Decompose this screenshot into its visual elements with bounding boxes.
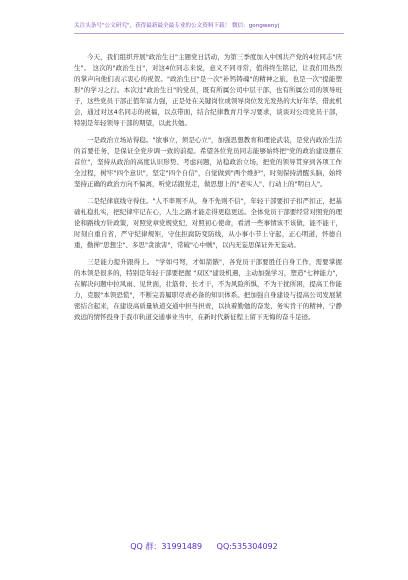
footer-qq-group: QQ 群：31991489: [130, 542, 203, 551]
paragraph-intro: 今天，我们组织开展"政治生日"主题党日活动，为第三季度加入中国共产党的4位同志"庆生"。 这次的"政治生日"，对这4位同志来说，意义不同寻常，值得终生铭记，让我们用热烈的掌声向他们表示衷心的祝贺。"政治生日"是一次"补钙铸魂"的精神之旅，也是一次"提能塑形"的学习之行。本次过"政治生日"的党员，既有所属公司中层干部，也有所属公司的领导班子，这些党员干部正值年富力强，正是处在关键岗位或领导岗位发光发热的大好年华，借此机会，通过对这4名同志的祝福，以点带面，结合纪律教育月学习要求，谈谈对公司党员干部，特别是年轻领导干部的期望，以此共勉。: [74, 53, 342, 127]
header-divider: [74, 33, 344, 34]
footer-qq-number: QQ:535304092: [216, 542, 278, 551]
paragraph-discipline: 二是纪律底线守得住。"人不率则不从，身不先则不信"，年轻干部要扣子扣严扣正，把基础札稳扎实，把纪律牢记在心，人生之路才能走得更稳更远。全体党员干部要经常对照党的理论和路线方针政策，对照党章党规党纪，对照初心使命，看清一些事情该不该做，能不能干，时刻自重自省，严守纪律规矩，守住拒腐防变防线，从小事小节上守起，正心明道，怀德自重，勤掸"思想尘"、多思"贪欲害"，常破"心中贼"，以内无妄思保证外无妄动。: [74, 197, 342, 249]
paragraph-political-stance: 一是政治立场站得稳。"欲事立，须是心立"，加强思想教育和理论武装，是党内政治生活的首要任务，是保证全党步调一致的前提。希望各位党员同志能够始终把"党的政治建设摆在首位"，坚持从政治的高度认识形势、考虑问题，站稳政治立场，把党的领导贯穿到各项工作全过程，树牢"四个意识"，坚定"四个自信"，自觉做到"两个维护"，时刻保持清醒头脑，始终坚持正确的政治方向不偏离，听党话跟党走，做思想上的"老实人"、行动上的"明白人"。: [74, 136, 342, 188]
page-header-note: 关注头条号"公文研究"，获得最新最全最专业的公文资料下载！ 微信：gongwenyj: [74, 23, 280, 29]
page-footer: [0, 541, 408, 552]
paragraph-ability: 三是能力提升跟得上。 "学如弓弩，才如箭镞"，各党员干部要胜任自身工作，需要掌握的本领是很多的，特别是年轻干部要把握 "双区"建设机遇，主动加强学习，塑造"七种能力"，在解决问题中拉风雨、见世面，壮筋骨、长才干，不为风险所惧，不为干扰所困，提高工作能力，克服"本领恐慌"，不断完善履职尽责必备的知识体系。把加强自身建设与提高公司发展紧密结合起来，在建设高质量轨道交通中担当担责，以执着勤勉的奋发、务实肯干的精神，宁静致远的情怀投身于我市轨道交通事业当中，在新时代新征程上留下无悔的奋斗足迹。: [74, 258, 342, 321]
document-body: [74, 52, 342, 326]
